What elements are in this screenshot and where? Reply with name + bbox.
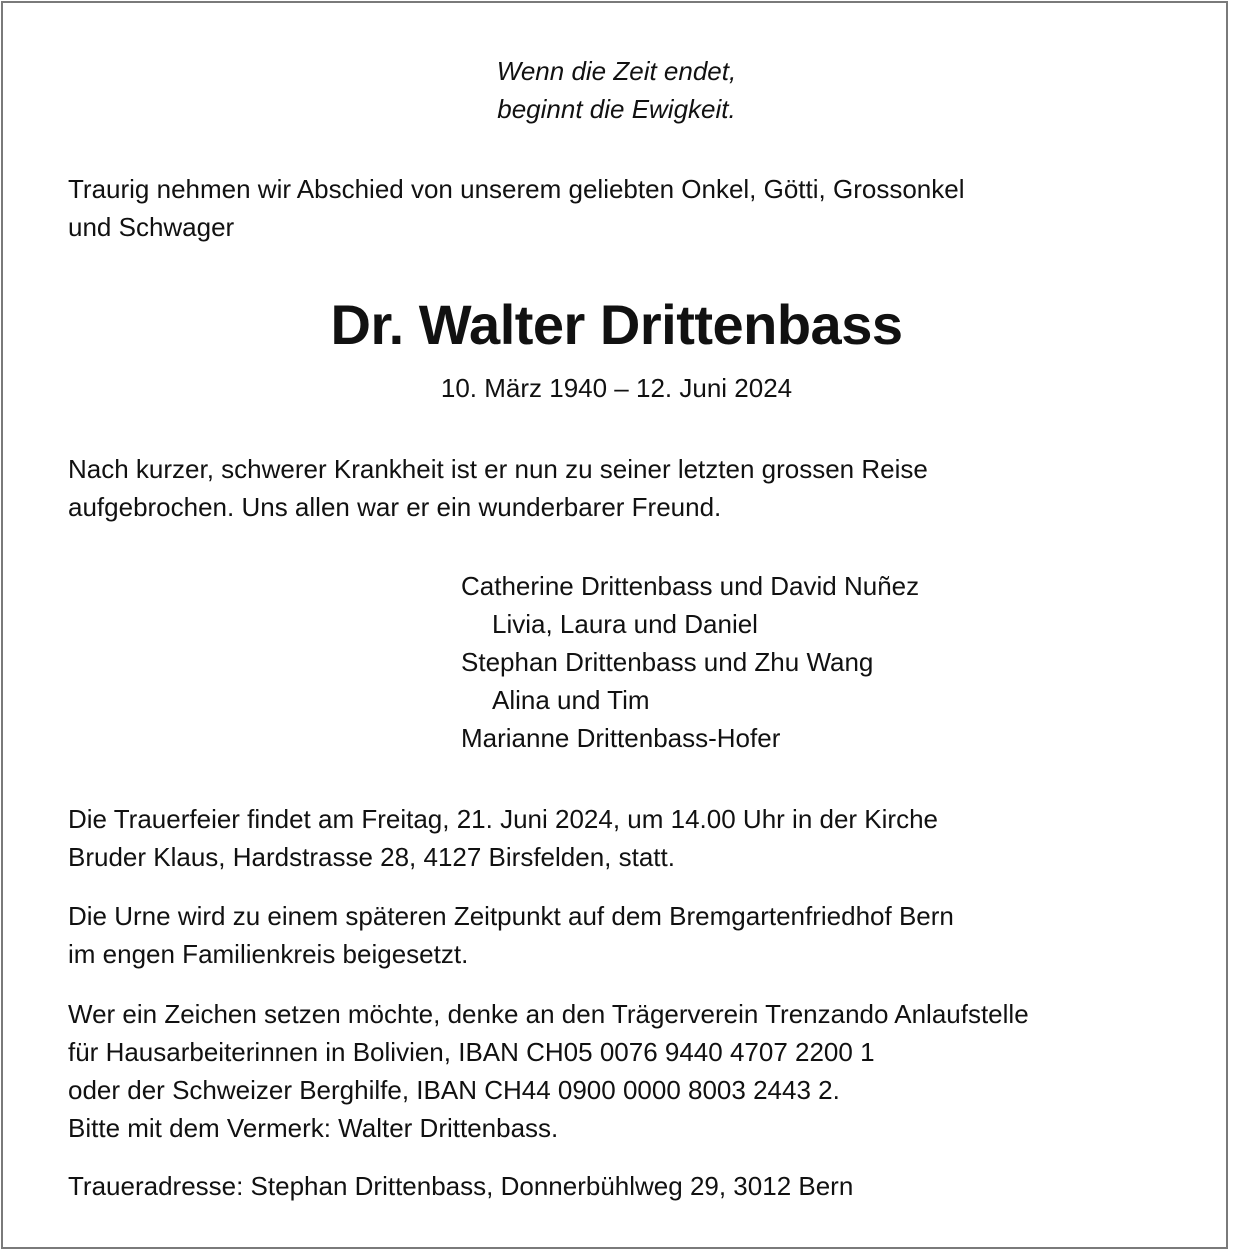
ceremony-line-1: Die Trauerfeier findet am Freitag, 21. Juni 2024, um 14.00 Uhr in der Kirche — [68, 804, 938, 834]
intro-paragraph — [68, 170, 1165, 246]
motto-line-1: Wenn die Zeit endet, — [496, 56, 737, 86]
life-dates: 10. März 1940 – 12. Juni 2024 — [440, 373, 793, 403]
urn-paragraph — [68, 897, 1165, 973]
ceremony-paragraph — [68, 800, 1165, 876]
intro-line-1: Traurig nehmen wir Abschied von unserem geliebten Onkel, Götti, Grossonkel — [68, 174, 965, 204]
donations-line-2: für Hausarbeiterinnen in Bolivien, IBAN CH05 0076 9440 4707 2200 1 — [68, 1037, 875, 1067]
mourners-list — [461, 567, 919, 757]
mourner-entry: Stephan Drittenbass und Zhu Wang — [461, 647, 874, 677]
message-line-1: Nach kurzer, schwerer Krankheit ist er nun zu seiner letzten grossen Reise — [68, 454, 928, 484]
urn-line-1: Die Urne wird zu einem späteren Zeitpunkt auf dem Bremgartenfriedhof Bern — [68, 901, 954, 931]
intro-line-2: und Schwager — [68, 212, 235, 242]
mourner-entry: Catherine Drittenbass und David Nuñez — [461, 571, 920, 601]
mourner-entry: Livia, Laura und Daniel — [492, 609, 758, 639]
donations-paragraph — [68, 995, 1165, 1147]
motto-line-2: beginnt die Ewigkeit. — [497, 94, 736, 124]
message-paragraph — [68, 450, 1165, 526]
deceased-name: Dr. Walter Drittenbass — [330, 293, 903, 356]
mourning-address: Traueradresse: Stephan Drittenbass, Donnerbühlweg 29, 3012 Bern — [68, 1171, 854, 1201]
urn-line-2: im engen Familienkreis beigesetzt. — [68, 939, 469, 969]
donations-line-1: Wer ein Zeichen setzen möchte, denke an den Trägerverein Trenzando Anlaufstelle — [68, 999, 1029, 1029]
donations-line-3: oder der Schweizer Berghilfe, IBAN CH44 0900 0000 8003 2443 2. — [68, 1075, 840, 1105]
ceremony-line-2: Bruder Klaus, Hardstrasse 28, 4127 Birsfelden, statt. — [68, 842, 675, 872]
address-paragraph — [68, 1167, 1165, 1205]
mourner-entry: Marianne Drittenbass-Hofer — [461, 723, 781, 753]
donations-line-4: Bitte mit dem Vermerk: Walter Drittenbass. — [68, 1113, 559, 1143]
mourner-entry: Alina und Tim — [492, 685, 650, 715]
motto-quote — [68, 52, 1165, 128]
message-line-2: aufgebrochen. Uns allen war er ein wunderbarer Freund. — [68, 492, 722, 522]
